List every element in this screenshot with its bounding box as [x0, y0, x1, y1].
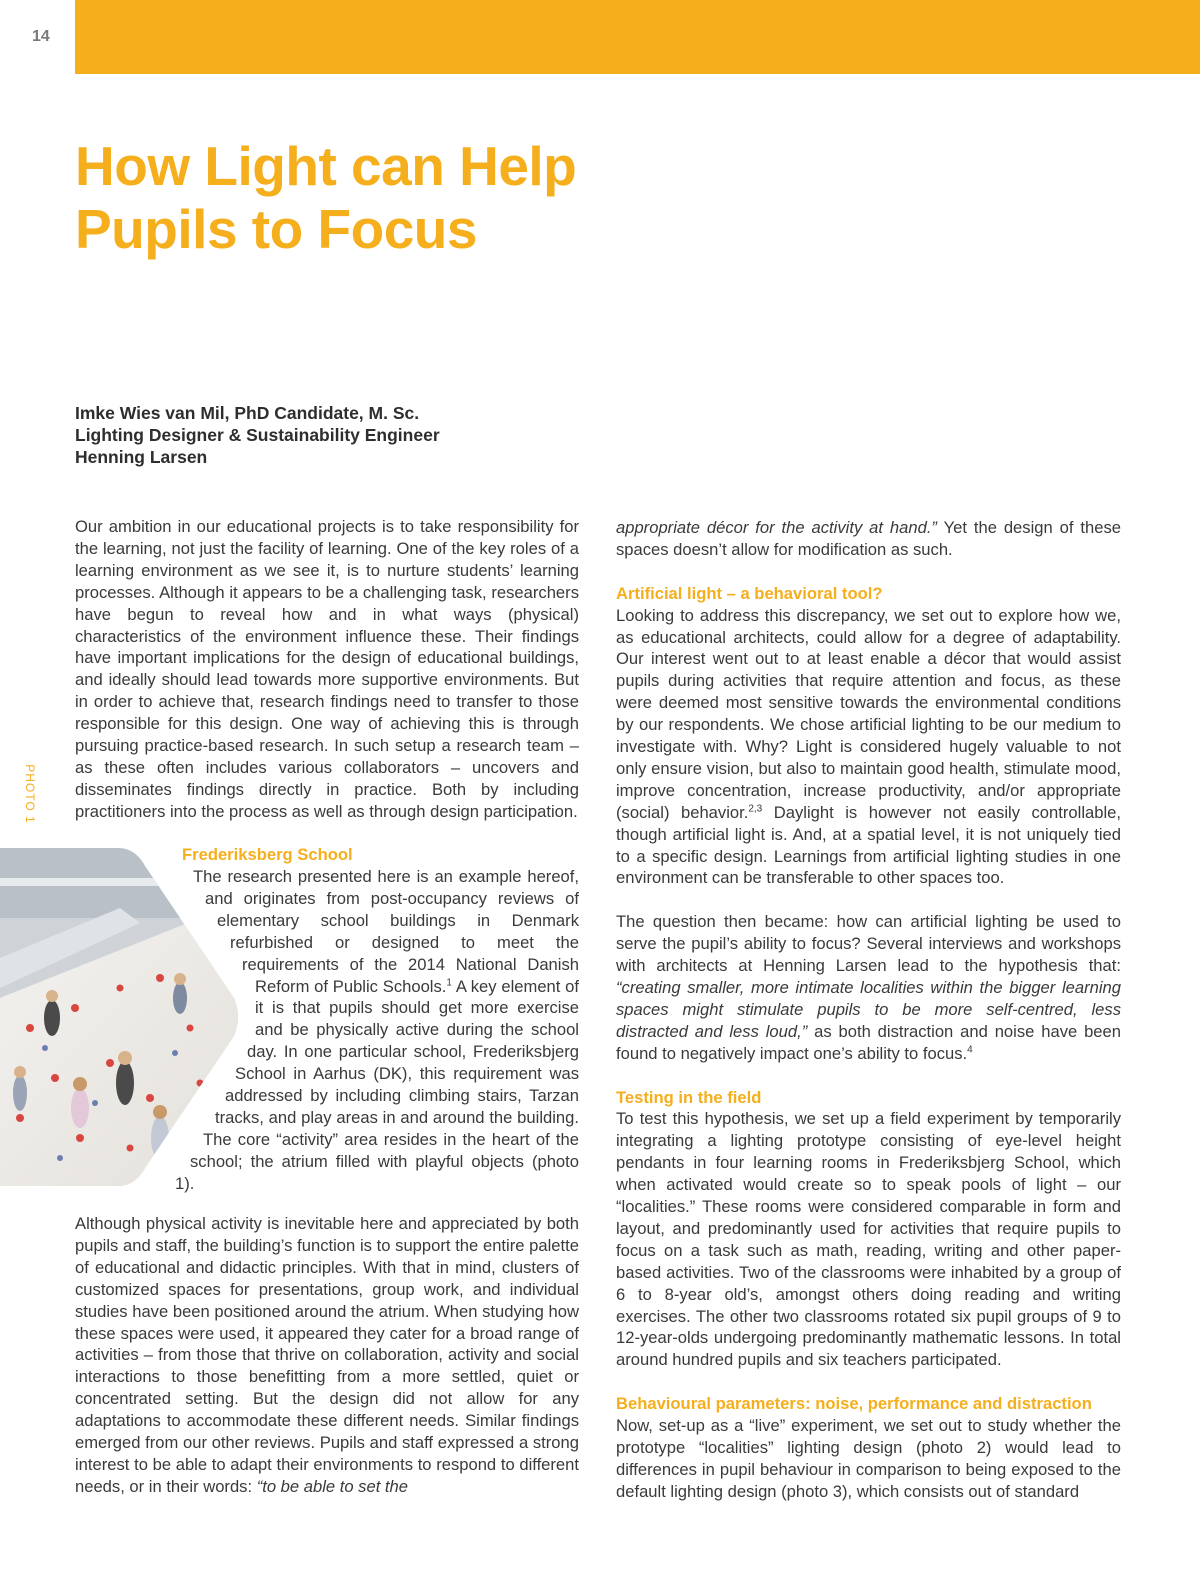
hypothesis-quote: “creating smaller, more intimate localities within the bigger learning spaces might stimulate pupils to be more self-centred, less distracted and less loud,” — [616, 978, 1121, 1041]
left-column-lower — [75, 1213, 579, 1498]
frederiksberg-text-b: A key element of it is that pupils should get more exercise and be physically active during the school day. In one particular school, Frederiksbjerg School in Aarhus (DK), this requirement was addressed by including climbing stairs, Tarzan tracks, and play areas in and around the building. The core “activity” area resides in the heart of the school; the atrium filled with playful objects (photo 1). — [175, 976, 579, 1193]
footnote-ref: 2,3 — [748, 803, 763, 815]
frederiksberg-paragraph — [75, 866, 579, 1195]
footnote-ref: 4 — [967, 1044, 973, 1056]
paragraph-activity-text: Although physical activity is inevitable here and appreciated by both pupils and staff, the building’s function is to support the entire palette of educational and didactic principles. With that in mind, clusters of customized spaces for presentations, group work, and individual studies have been positioned around the atrium. When studying how these spaces were used, it appeared they cater for a broad range of activities – from those that thrive on collaboration, activity and social interactions to those benefitting from a more settled, quiet or concentrated setting. But the design did not allow for any adaptations to accommodate these different needs. Similar findings emerged from our other reviews. Pupils and staff expressed a strong interest to be able to adapt their environments to respond to different needs, or in their words: — [75, 1214, 579, 1496]
testing-paragraph: To test this hypothesis, we set up a field experiment by temporarily integrating a lighting prototype consisting of eye-level height pendants in four learning rooms in Frederiksbjerg School, which when activated would create so to speak pools of light – our “localities.” These rooms were considered comparable in form and layout, and predominantly used for activities that require pupils to focus on a task such as math, reading, writing and other paper-based activities. Two of the classrooms were inhabited by a group of 6 to 8-year old’s, amongst others doing reading and writing exercises. The other two classrooms rotated six pupil groups of 9 to 12-year-olds undergoing predominantly mathematic lessons. In total around hundred pupils and six teachers participated. — [616, 1109, 1121, 1370]
photo-label: PHOTO 1 — [23, 764, 37, 824]
artificial-light-text-a: Looking to address this discrepancy, we set out to explore how we, as educational architects, could allow for a degree of adaptability. Our interest went out to at least enable a décor that would assist pupils during activities that require attention and focus, as these were deemed most sensitive towards the environmental conditions by our respondents. We chose artificial lighting to be our medium to investigate with. Why? Light is considered hugely valuable to not only ensure vision, but also to maintain good health, stimulate mood, improve concentration, increase productivity, and/or appropriate (social) behavior. — [616, 605, 1121, 822]
right-column — [616, 517, 1121, 1503]
footnote-ref: 1 — [446, 977, 452, 988]
section-heading-artificial-light: Artificial light – a behavioral tool? — [616, 583, 883, 603]
title-line-2: Pupils to Focus — [75, 198, 477, 260]
artificial-light-paragraph — [616, 605, 1121, 890]
behavioural-paragraph: Now, set-up as a “live” experiment, we set out to study whether the prototype “localities” lighting design (photo 2) would lead to differences in pupil behaviour in comparison to being exposed to the default lighting design (photo 3), which consists out of standard — [616, 1416, 1121, 1501]
header-color-band — [75, 0, 1200, 74]
artificial-light-text-b: Daylight is however not easily controllable, though artificial light is. And, at a spatial level, it is not uniquely tied to a specific design. Learnings from artificial lighting studies in one environment can be transferable to other spaces too. — [616, 802, 1121, 888]
section-heading-behavioural: Behavioural parameters: noise, performance and distraction — [616, 1394, 1092, 1414]
continued-quote: appropriate décor for the activity at hand.” — [616, 518, 937, 537]
intro-paragraph: Our ambition in our educational projects is to take responsibility for the learning, not just the facility of learning. One of the key roles of a learning environment as we see it, is to nurture students’ learning processes. Although it appears to be a challenging task, researchers have begun to reveal how and in what ways (physical) characteristics of the environment influence these. Their findings have important implications for the design of educational buildings, and ideally should lead towards more supportive environments. But in order to achieve that, research findings need to transfer to those responsible for this design. One way of achieving this is through pursuing practice-based research. In such setup a research team – as these often includes various collaborators – uncovers and disseminates findings directly in practice. Both by including practitioners into the process as well as through design participation. — [75, 517, 579, 821]
paragraph-activity-quote: “to be able to set the — [256, 1476, 408, 1496]
frederiksberg-text-a: The research presented here is an example hereof, and originates from post-occupancy reviews of elementary school buildings in Denmark refurbished or designed to meet the requirements of the 2014 National Danish Reform of Public Schools. — [193, 867, 579, 996]
question-paragraph — [616, 911, 1121, 1064]
continued-paragraph — [616, 517, 1121, 561]
paragraph-activity — [75, 1213, 579, 1498]
author-role: Lighting Designer & Sustainability Engineer — [75, 425, 440, 445]
left-column-intro — [75, 516, 579, 823]
question-text-b: as both distraction and noise have been found to negatively impact one’s ability to focus. — [616, 1021, 1121, 1063]
page-number: 14 — [32, 28, 50, 45]
author-company: Henning Larsen — [75, 447, 208, 467]
continued-text: Yet the design of these spaces doesn’t allow for modification as such. — [616, 518, 1121, 559]
author-block — [75, 402, 440, 468]
title-line-1: How Light can Help — [75, 135, 577, 197]
section-heading-testing: Testing in the field — [616, 1087, 762, 1107]
section-heading-frederiksberg: Frederiksberg School — [182, 845, 353, 864]
question-text-a: The question then became: how can artificial lighting be used to serve the pupil’s ability to focus? Several interviews and workshops with architects at Henning Larsen lead to the hypothesis that: — [616, 912, 1121, 976]
author-name: Imke Wies van Mil, PhD Candidate, M. Sc. — [75, 403, 420, 423]
article-title — [75, 135, 576, 261]
